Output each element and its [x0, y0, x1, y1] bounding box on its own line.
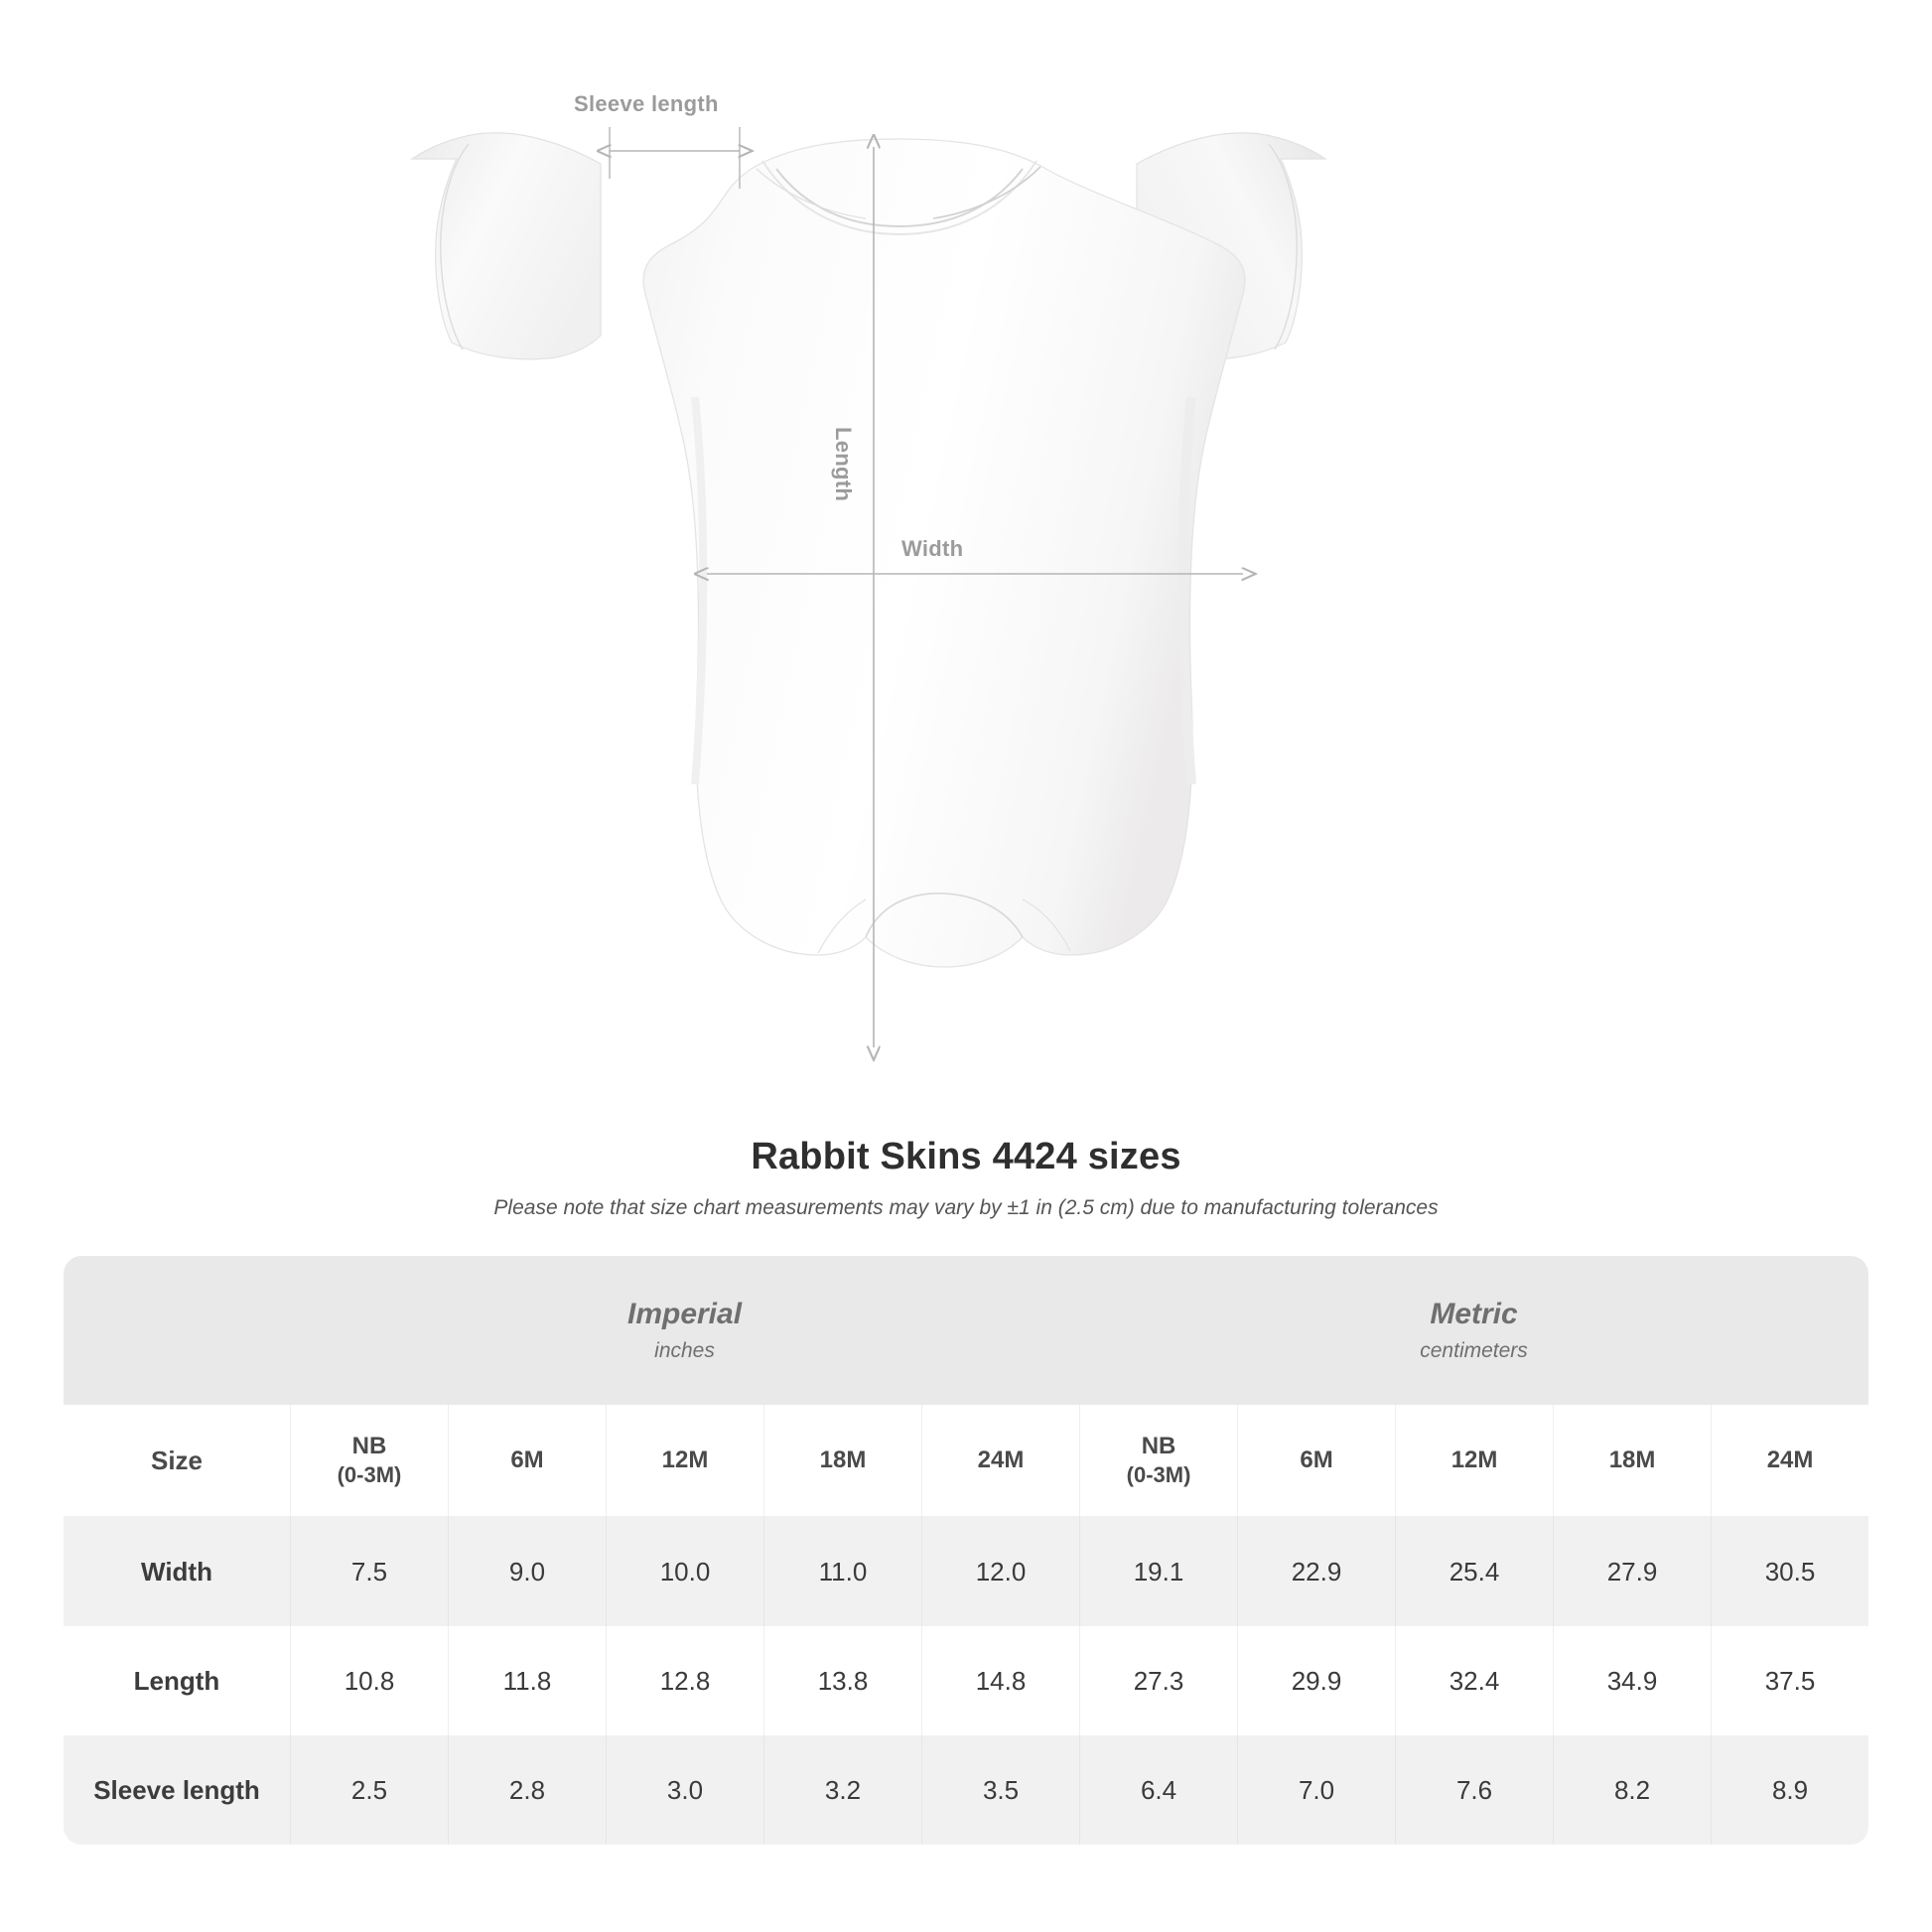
- table-row: [64, 1517, 1868, 1626]
- header-col-9: 24M: [1711, 1405, 1868, 1517]
- cell-length-1: 11.8: [448, 1626, 606, 1735]
- header-col-3: 18M: [763, 1405, 921, 1517]
- page-title: Rabbit Skins 4424 sizes: [751, 1136, 1181, 1177]
- cell-length-6: 29.9: [1237, 1626, 1395, 1735]
- cell-width-9: 30.5: [1711, 1517, 1868, 1626]
- cell-width-7: 25.4: [1395, 1517, 1553, 1626]
- system-metric-cell: [1079, 1256, 1868, 1405]
- header-col-2: 12M: [606, 1405, 763, 1517]
- sleeve-length-label: Sleeve length: [574, 91, 719, 116]
- cell-width-0: 7.5: [290, 1517, 448, 1626]
- cell-sleeve-9: 8.9: [1711, 1735, 1868, 1845]
- system-metric-unit: centimeters: [1420, 1339, 1528, 1362]
- header-size: Size: [64, 1405, 290, 1517]
- row-label-length: Length: [64, 1626, 290, 1735]
- size-table: [64, 1256, 1868, 1845]
- header-col-0: [290, 1405, 448, 1517]
- header-col-5-label: NB: [1141, 1433, 1176, 1459]
- header-col-5-sub: (0-3M): [1126, 1462, 1191, 1487]
- cell-sleeve-4: 3.5: [921, 1735, 1079, 1845]
- header-col-0-sub: (0-3M): [337, 1462, 402, 1487]
- cell-length-8: 34.9: [1553, 1626, 1711, 1735]
- header-col-6: 6M: [1237, 1405, 1395, 1517]
- cell-sleeve-1: 2.8: [448, 1735, 606, 1845]
- tolerance-note: Please note that size chart measurements may vary by ±1 in (2.5 cm) due to manufacturing tolerances: [493, 1196, 1439, 1219]
- cell-length-5: 27.3: [1079, 1626, 1237, 1735]
- row-label-width: Width: [64, 1517, 290, 1626]
- header-col-8: 18M: [1553, 1405, 1711, 1517]
- cell-width-6: 22.9: [1237, 1517, 1395, 1626]
- cell-length-7: 32.4: [1395, 1626, 1553, 1735]
- cell-width-5: 19.1: [1079, 1517, 1237, 1626]
- cell-length-9: 37.5: [1711, 1626, 1868, 1735]
- size-table-container: [64, 1256, 1868, 1845]
- table-row: [64, 1626, 1868, 1735]
- header-col-1: 6M: [448, 1405, 606, 1517]
- column-header-row: [64, 1405, 1868, 1517]
- cell-sleeve-3: 3.2: [763, 1735, 921, 1845]
- cell-width-2: 10.0: [606, 1517, 763, 1626]
- cell-sleeve-5: 6.4: [1079, 1735, 1237, 1845]
- cell-sleeve-0: 2.5: [290, 1735, 448, 1845]
- cell-sleeve-7: 7.6: [1395, 1735, 1553, 1845]
- system-corner-cell: [64, 1256, 290, 1405]
- cell-width-4: 12.0: [921, 1517, 1079, 1626]
- header-col-4: 24M: [921, 1405, 1079, 1517]
- cell-sleeve-6: 7.0: [1237, 1735, 1395, 1845]
- length-label: Length: [831, 427, 856, 502]
- header-col-0-label: NB: [351, 1433, 387, 1459]
- header-col-5: [1079, 1405, 1237, 1517]
- system-imperial-unit: inches: [654, 1339, 715, 1362]
- system-imperial-name: Imperial: [626, 1298, 743, 1330]
- cell-sleeve-8: 8.2: [1553, 1735, 1711, 1845]
- system-row: [64, 1256, 1868, 1405]
- header-col-7: 12M: [1395, 1405, 1553, 1517]
- cell-width-8: 27.9: [1553, 1517, 1711, 1626]
- cell-length-4: 14.8: [921, 1626, 1079, 1735]
- table-row: [64, 1735, 1868, 1845]
- cell-width-1: 9.0: [448, 1517, 606, 1626]
- row-label-sleeve-length: Sleeve length: [64, 1735, 290, 1845]
- cell-sleeve-2: 3.0: [606, 1735, 763, 1845]
- title-block: [0, 1136, 1932, 1220]
- system-imperial-cell: [290, 1256, 1079, 1405]
- cell-length-2: 12.8: [606, 1626, 763, 1735]
- cell-width-3: 11.0: [763, 1517, 921, 1626]
- cell-length-0: 10.8: [290, 1626, 448, 1735]
- system-metric-name: Metric: [1430, 1298, 1518, 1330]
- width-label: Width: [901, 536, 964, 561]
- cell-length-3: 13.8: [763, 1626, 921, 1735]
